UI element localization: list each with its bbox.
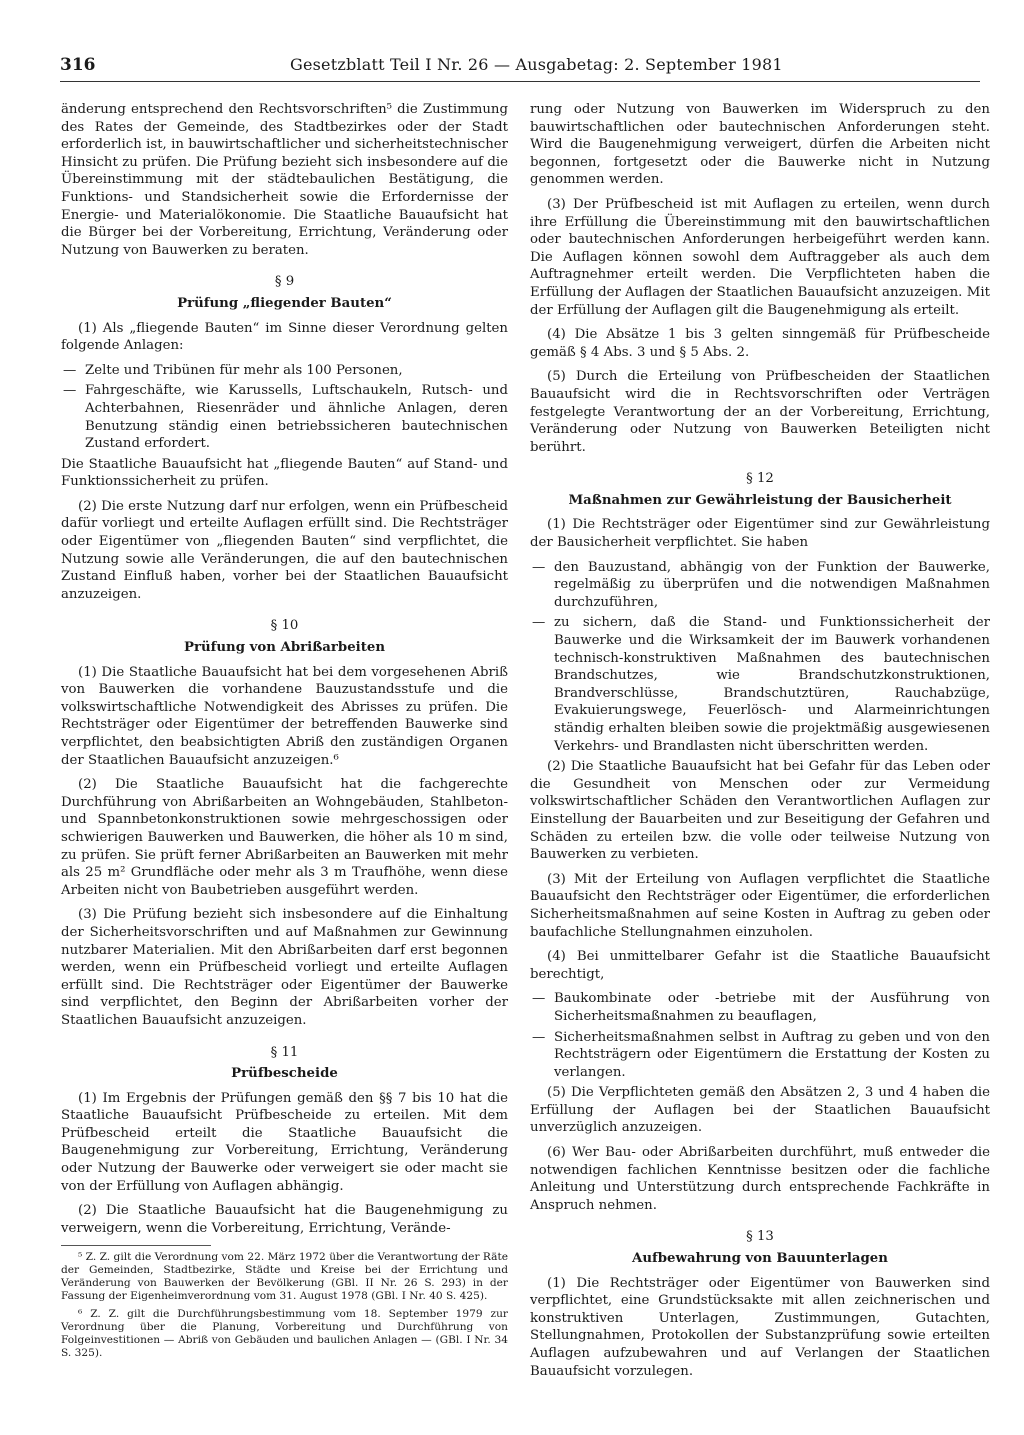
- list-item: — Sicherheitsmaßnahmen selbst in Auftrag zu geben und von den Rechtsträgern oder Eigentümern die Erstattung der Kosten zu verlangen.: [532, 1029, 990, 1080]
- s12-paragraph-3: (3) Mit der Erteilung von Auflagen verpflichtet die Staatliche Bauaufsicht den Rechtsträger oder Eigentümer, die erforderlichen Sicherheitsmaßnahmen auf seine Kosten in Auftrag zu geben oder baufachliche Stellungnahmen einzuholen.: [530, 871, 990, 940]
- s12-list-2: [530, 990, 990, 1081]
- dash-marker: —: [532, 1029, 546, 1045]
- dash-marker: —: [532, 991, 546, 1007]
- right-column: [530, 101, 990, 1387]
- section-title-13: Aufbewahrung von Bauunterlagen: [632, 1251, 888, 1267]
- s12-paragraph-6: (6) Wer Bau- oder Abrißarbeiten durchführt, muß entweder die notwendigen fachlichen Kenntnisse besitzen oder die fachliche Anleitung und Unterstützung durch entsprechende Fachkräfte in Anspruch nehmen.: [530, 1145, 990, 1213]
- list-item: — Zelte und Tribünen für mehr als 100 Personen,: [63, 362, 403, 378]
- section-number-12: § 12: [746, 471, 774, 487]
- s11-paragraph-1: (1) Im Ergebnis der Prüfungen gemäß den §§ 7 bis 10 hat die Staatliche Bauaufsicht Prüfbescheide zu erteilen. Mit dem Prüfbescheid erteilt die Staatliche Bauaufsicht die Baugenehmigung zur Vorbereitung, Errichtung, Veränderung oder Nutzung der Bauwerke oder verweigert sie oder macht sie von der Erfüllung von Auflagen abhängig.: [61, 1090, 508, 1194]
- section-number-9: § 9: [274, 274, 295, 290]
- s9-list: [61, 362, 508, 453]
- s11-paragraph-5: (5) Durch die Erteilung von Prüfbescheiden der Staatlichen Bauaufsicht wird die in Rechtsvorschriften oder Verträgen festgelegte Verantwortung der an der Vorbereitung, Errichtung, Veränderung oder Nutzung von Bauwerken Beteiligten nicht berührt.: [530, 369, 990, 455]
- section-title-10: Prüfung von Abrißarbeiten: [183, 640, 386, 656]
- header-rule: [60, 81, 980, 82]
- s10-paragraph-3: (3) Die Prüfung bezieht sich insbesondere auf die Einhaltung der Sicherheitsvorschriften und auf Maßnahmen zur Gewinnung nutzbarer Materialien. Mit den Abrißarbeiten darf erst begonnen werden, wenn ein Prüfbescheid vorliegt und erteilte Auflagen erfüllt sind. Die Rechtsträger oder Eigentümer der Bauwerke sind verpflichtet, den Beginn der Abrißarbeiten vorher der Staatlichen Bauaufsicht anzuzeigen.: [61, 907, 508, 1028]
- s12-paragraph-4: (4) Bei unmittelbarer Gefahr ist die Staatliche Bauaufsicht berechtigt,: [530, 949, 990, 982]
- s13-paragraph-1: (1) Die Rechtsträger oder Eigentümer von Bauwerken sind verpflichtet, eine Grundstücksakte mit allen zeichnerischen und konstruktiven Unterlagen, Zustimmungen, Gutachten, Stellungnahmen, Protokollen der Substanzprüfung sowie erteilten Auflagen aufzubewahren und auf Verlangen der Staatlichen Bauaufsicht vorzulegen.: [530, 1275, 990, 1379]
- page-number: 316: [60, 55, 96, 75]
- section-number-11: § 11: [270, 1044, 299, 1060]
- section-title-9: Prüfung „fliegender Bauten“: [177, 295, 392, 311]
- list-item: — zu sichern, daß die Stand- und Funktionssicherheit der Bauwerke und die Wirksamkeit der im Bauwerk vorhandenen technisch-konstruktiven Maßnahmen des bautechnischen Brandschutzes, wie Brandschutzkonstruktionen, Brandverschlüsse, Brandschutztüren, Rauchabzüge, Evakuierungswege, Feuerlösch- und Alarmeinrichtungen ständig erhalten bleiben sowie die projektmäßig ausgewiesenen Verkehrs- und Brandlasten nicht überschritten werden.: [532, 615, 990, 754]
- running-title: Gesetzblatt Teil I Nr. 26 — Ausgabetag: 2. September 1981: [290, 55, 783, 74]
- list-item: — den Bauzustand, abhängig von der Funktion der Bauwerke, regelmäßig zu überprüfen und die notwendigen Maßnahmen durchzuführen,: [532, 559, 990, 610]
- dash-marker: —: [532, 615, 546, 631]
- s11-paragraph-4: (4) Die Absätze 1 bis 3 gelten sinngemäß für Prüfbescheide gemäß § 4 Abs. 3 und § 5 Abs. 2.: [530, 327, 990, 360]
- section-title-12: Maßnahmen zur Gewährleistung der Bausicherheit: [568, 492, 952, 508]
- footnote-5: ⁵ Z. Z. gilt die Verordnung vom 22. März 1972 über die Verantwortung der Räte der Gemeinden, Stadtbezirke, Städte und Kreise bei der Errichtung und Veränderung von Bauwerken der Bevölkerung (GBl. II Nr. 26 S. 293) in der Fassung der Eigenheimverordnung vom 31. August 1978 (GBl. I Nr. 40 S. 425).: [61, 1251, 508, 1303]
- footnote-rule: [61, 1245, 211, 1246]
- section-number-13: § 13: [746, 1229, 774, 1245]
- s11-paragraph-2-start: (2) Die Staatliche Bauaufsicht hat die Baugenehmigung zu verweigern, wenn die Vorbereitung, Errichtung, Verände-: [61, 1203, 508, 1236]
- section-number-10: § 10: [270, 618, 299, 634]
- dash-marker: —: [63, 383, 77, 399]
- s12-list-1: [530, 559, 990, 756]
- footnote-6: ⁶ Z. Z. gilt die Durchführungsbestimmung vom 18. September 1979 zur Verordnung über die Planung, Vorbereitung und Durchführung von Folgeinvestitionen — Abriß von Gebäuden und baulichen Anlagen — (GBl. I Nr. 34 S. 325).: [61, 1308, 508, 1360]
- intro-paragraph: änderung entsprechend den Rechtsvorschriften⁵ die Zustimmung des Rates der Gemeinde, des Stadtbezirkes oder der Stadt erforderlich ist, in bauwirtschaftlicher und sicherheitstechnischer Hinsicht zu prüfen. Die Prüfung bezieht sich insbesondere auf die Übereinstimmung mit der städtebaulichen Bestätigung, die Funktions- und Standsicherheit sowie die Erfordernisse der Energie- und Materialökonomie. Die Staatliche Bauaufsicht hat die Bürger bei der Vorbereitung, Errichtung, Veränderung oder Nutzung von Bauwerken zu beraten.: [61, 102, 508, 258]
- page-header: [60, 55, 980, 85]
- s9-paragraph-2: (2) Die erste Nutzung darf nur erfolgen, wenn ein Prüfbescheid dafür vorliegt und erteilte Auflagen erfüllt sind. Die Rechtsträger oder Eigentümer von „fliegenden Bauten“ sind verpflichtet, die Nutzung sowie alle Veränderungen, die auf den bautechnischen Zustand Einfluß haben, vorher bei der Staatlichen Bauaufsicht anzuzeigen.: [61, 498, 508, 602]
- list-item: — Baukombinate oder -betriebe mit der Ausführung von Sicherheitsmaßnahmen zu beauflagen,: [532, 991, 990, 1024]
- s12-paragraph-2: (2) Die Staatliche Bauaufsicht hat bei Gefahr für das Leben oder die Gesundheit von Menschen oder zur Vermeidung volkswirtschaftlicher Schäden den Verantwortlichen Auflagen zur Einstellung der Bauarbeiten und zur Beseitigung der Gefahren und Schäden zu erteilen bzw. die volle oder teilweise Nutzung von Bauwerken zu verbieten.: [530, 759, 990, 863]
- s11-paragraph-3: (3) Der Prüfbescheid ist mit Auflagen zu erteilen, wenn durch ihre Erfüllung die Übereinstimmung mit den bauwirtschaftlichen oder bautechnischen Anforderungen herbeigeführt werden kann. Die Auflagen können sowohl dem Auftraggeber als auch dem Auftragnehmer erteilt werden. Die Verpflichteten haben die Erfüllung der Auflagen der Staatlichen Bauaufsicht anzuzeigen. Mit der Erfüllung der Auflagen gilt die Baugenehmigung als erteilt.: [530, 196, 990, 318]
- s9-paragraph-1: (1) Als „fliegende Bauten“ im Sinne dieser Verordnung gelten folgende Anlagen:: [61, 320, 508, 354]
- s12-paragraph-5: (5) Die Verpflichteten gemäß den Absätzen 2, 3 und 4 haben die Erfüllung der Auflagen bei der Staatlichen Bauaufsicht unverzüglich anzuzeigen.: [530, 1085, 990, 1136]
- left-column: [61, 101, 508, 1360]
- section-title-11: Prüfbescheide: [231, 1066, 338, 1082]
- s10-paragraph-1: (1) Die Staatliche Bauaufsicht hat bei dem vorgesehenen Abriß von Bauwerken die vorhandene Bauzustandsstufe und die volkswirtschaftliche Notwendigkeit des Abrisses zu prüfen. Die Rechtsträger oder Eigentümer der betreffenden Bauwerke sind verpflichtet, den beabsichtigten Abriß den zuständigen Organen der Staatlichen Bauaufsicht anzuzeigen.⁶: [61, 664, 508, 768]
- s11-paragraph-2-end: rung oder Nutzung von Bauwerken im Widerspruch zu den bauwirtschaftlichen oder bautechnischen Anforderungen steht. Wird die Baugenehmigung verweigert, dürfen die Arbeiten nicht begonnen, fortgesetzt oder die Bauwerke nicht in Nutzung genommen werden.: [530, 102, 990, 188]
- s12-paragraph-1: (1) Die Rechtsträger oder Eigentümer sind zur Gewährleistung der Bausicherheit verpflichtet. Sie haben: [530, 517, 990, 551]
- list-item: — Fahrgeschäfte, wie Karussells, Luftschaukeln, Rutsch- und Achterbahnen, Riesenräder und ähnliche Anlagen, deren Benutzung ständig einen betriebssicheren bautechnischen Zustand erfordert.: [63, 383, 508, 452]
- dash-marker: —: [63, 362, 77, 378]
- s10-paragraph-2: (2) Die Staatliche Bauaufsicht hat die fachgerechte Durchführung von Abrißarbeiten an Wohngebäuden, Stahlbeton- und Spannbetonkonstruktionen sowie mehrgeschossigen oder schwierigen Bauwerken und Bauwerken, die höher als 10 m sind, zu prüfen. Sie prüft ferner Abrißarbeiten an Bauwerken mit mehr als 25 m² Grundfläche oder mehr als 3 m Traufhöhe, wenn diese Arbeiten nicht von Baubetrieben ausgeführt werden.: [61, 777, 508, 898]
- dash-marker: —: [532, 559, 546, 575]
- s9-paragraph-1b: Die Staatliche Bauaufsicht hat „fliegende Bauten“ auf Stand- und Funktionssicherheit zu prüfen.: [61, 456, 508, 490]
